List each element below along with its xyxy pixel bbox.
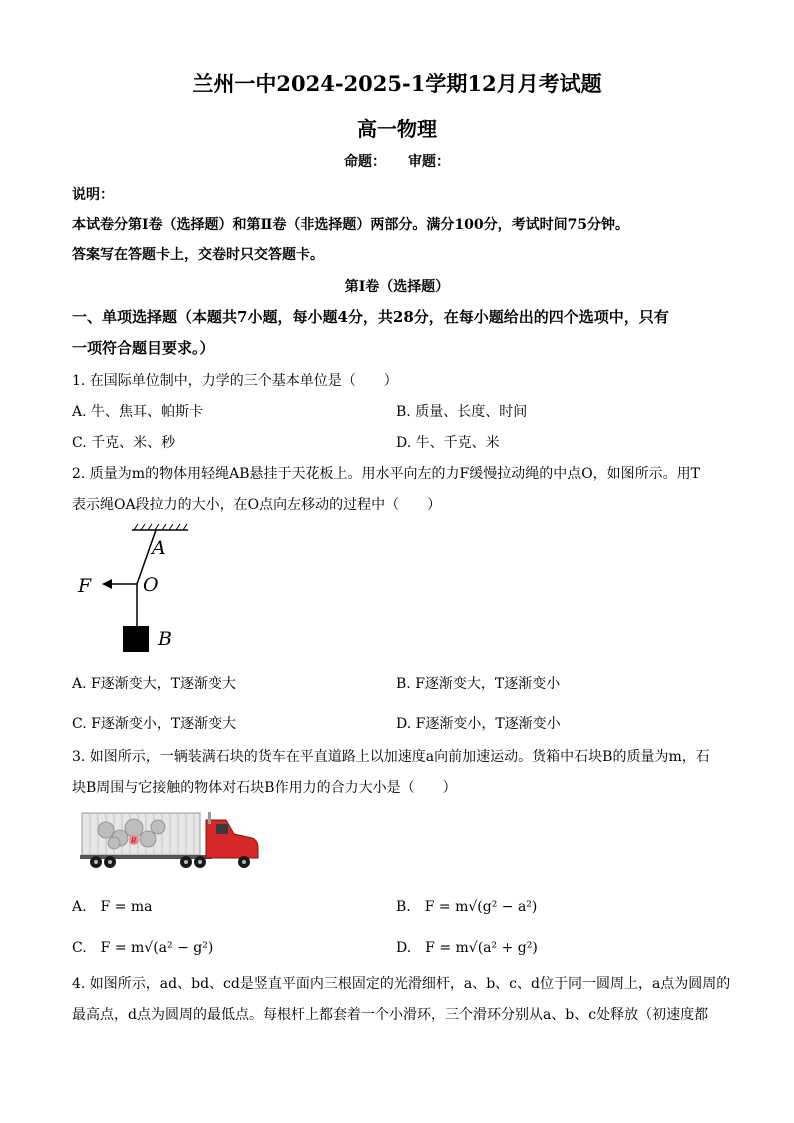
q3-option-d: D. F = m√(a² + g²) (396, 940, 538, 956)
instructions-line-2: 答案写在答题卡上，交卷时只交答题卡。 (72, 247, 324, 263)
author-line (0, 151, 794, 171)
label-o: O (143, 574, 159, 596)
q3-option-a: A. F = ma (72, 899, 153, 915)
truck-cab (206, 820, 258, 858)
instructions-heading: 说明： (72, 187, 114, 203)
part-heading-line-1: 一、单项选择题（本题共7小题，每小题4分，共28分，在每小题给出的四个选项中，只有 (72, 308, 669, 326)
q1-option-d: D. 牛、千克、米 (396, 435, 500, 451)
section-title: 第Ⅰ卷（选择题） (344, 279, 450, 295)
q4-stem-line-1: 4. 如图所示，ad、bd、cd是竖直平面内三根固定的光滑细杆，a、b、c、d位于同一圆周上，a点为圆周的 (72, 976, 731, 992)
q1-option-b: B. 质量、长度、时间 (396, 404, 528, 420)
q1-option-c: C. 千克、米、秒 (72, 435, 176, 451)
truck-image (76, 810, 264, 874)
label-b: B (158, 628, 172, 650)
stone-b-label: B (131, 837, 137, 845)
exhaust-stack (208, 812, 211, 824)
force-arrowhead (102, 579, 112, 589)
q2-option-c: C. F逐渐变小，T逐渐变大 (72, 716, 237, 732)
q2-option-b: B. F逐渐变大，T逐渐变小 (396, 676, 561, 692)
q2-stem-line-1: 2. 质量为m的物体用轻绳AB悬挂于天花板上。用水平向左的力F缓慢拉动绳的中点O，如图所示。用T (72, 466, 701, 482)
reviewer-label: 审题： (408, 154, 450, 170)
q3-stem-line-2: 块B周围与它接触的物体对石块B作用力的合力大小是（ ） (72, 780, 457, 796)
instructions-line-1: 本试卷分第Ⅰ卷（选择题）和第Ⅱ卷（非选择题）两部分。满分100分，考试时间75分钟。 (72, 217, 630, 233)
q4-stem-line-2: 最高点，d点为圆周的最低点。每根杆上都套着一个小滑环，三个滑环分别从a、b、c处释放（初速度都 (72, 1007, 709, 1023)
ceiling (132, 524, 188, 530)
exam-title: 兰州一中2024-2025-1学期12月月考试题 (192, 71, 602, 96)
q1-option-a: A. 牛、焦耳、帕斯卡 (72, 404, 204, 420)
cab-window (216, 824, 228, 834)
rope-force-diagram (72, 522, 202, 657)
label-f: F (78, 575, 92, 597)
setter-label: 命题： (344, 154, 386, 170)
q1-stem: 1. 在国际单位制中，力学的三个基本单位是（ ） (72, 373, 398, 389)
q2-stem-line-2: 表示绳OA段拉力的大小，在O点向左移动的过程中（ ） (72, 497, 442, 513)
q2-option-d: D. F逐渐变小，T逐渐变小 (396, 716, 561, 732)
part-heading-line-2: 一项符合题目要求。） (72, 339, 215, 357)
q2-option-a: A. F逐渐变大，T逐渐变大 (72, 676, 237, 692)
q3-option-c: C. F = m√(a² − g²) (72, 940, 214, 956)
hanging-block (123, 626, 149, 652)
label-a: A (152, 537, 166, 559)
q3-stem-line-1: 3. 如图所示，一辆装满石块的货车在平直道路上以加速度a向前加速运动。货箱中石块B的质量为m，石 (72, 749, 710, 765)
subject-title: 高一物理 (357, 117, 437, 141)
q3-option-b: B. F = m√(g² − a²) (396, 899, 538, 915)
